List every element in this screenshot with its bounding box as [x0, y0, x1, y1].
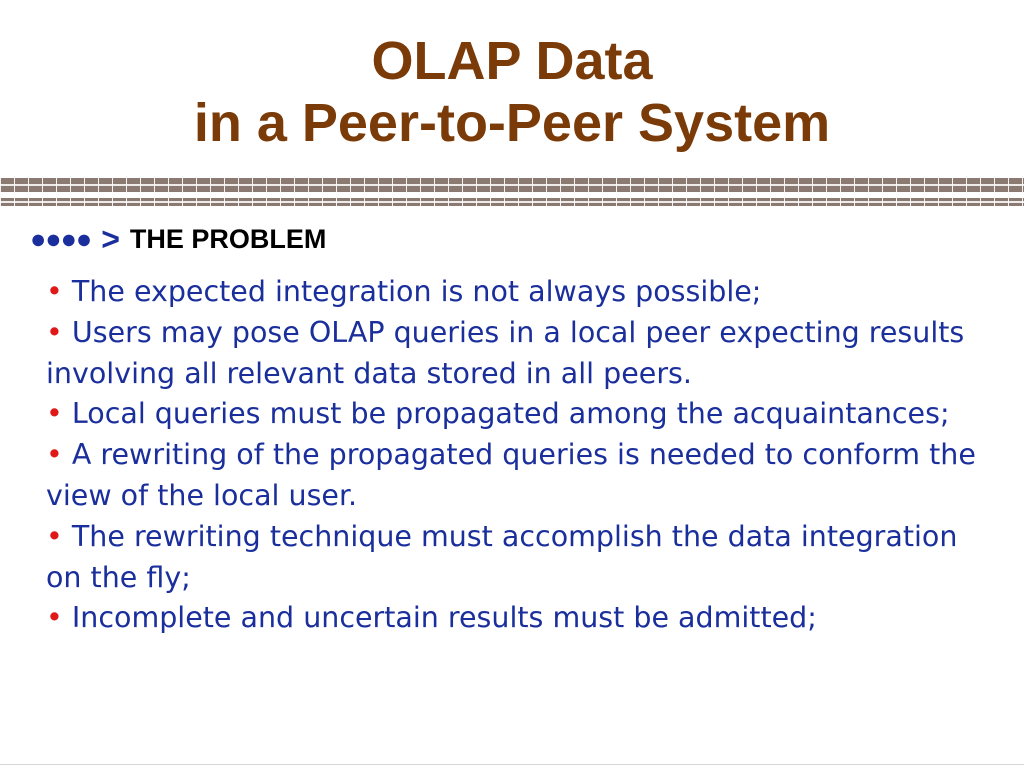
list-item — [46, 435, 996, 517]
list-item — [46, 394, 996, 435]
list-item — [46, 598, 996, 639]
decorative-rule-top — [0, 178, 1024, 192]
section-heading — [30, 222, 326, 256]
list-item — [46, 272, 996, 313]
bullet-icon: • — [46, 397, 63, 431]
slide-bottom-border — [0, 764, 1024, 765]
slide-title-line-1: OLAP Data — [371, 31, 653, 91]
bullet-icon: • — [46, 275, 63, 308]
list-item — [46, 517, 996, 599]
bullet-text: Incomplete and uncertain results must be admitted; — [71, 601, 817, 635]
bullet-text: Users may pose OLAP queries in a local peer expecting results involving all relevant data stored in all peers. — [46, 315, 965, 390]
bullet-text: The rewriting technique must accomplish the data integration on the fly; — [46, 519, 958, 594]
progress-dots-icon: ●●●● — [30, 224, 92, 254]
section-title: THE PROBLEM — [129, 224, 327, 254]
list-item — [46, 313, 996, 395]
bullet-text: Local queries must be propagated among the acquaintances; — [71, 397, 950, 431]
arrow-icon: > — [101, 221, 120, 257]
bullet-icon: • — [46, 519, 63, 553]
slide-title — [0, 30, 1024, 154]
bullet-icon: • — [46, 438, 63, 472]
bullet-text: The expected integration is not always possible; — [71, 275, 762, 308]
bullet-list — [46, 272, 996, 639]
decorative-rule-bottom — [0, 198, 1024, 206]
bullet-text: A rewriting of the propagated queries is needed to conform the view of the local user. — [46, 438, 976, 512]
bullet-icon: • — [46, 315, 63, 349]
bullet-icon: • — [46, 601, 63, 635]
slide-title-line-2: in a Peer-to-Peer System — [193, 93, 831, 153]
